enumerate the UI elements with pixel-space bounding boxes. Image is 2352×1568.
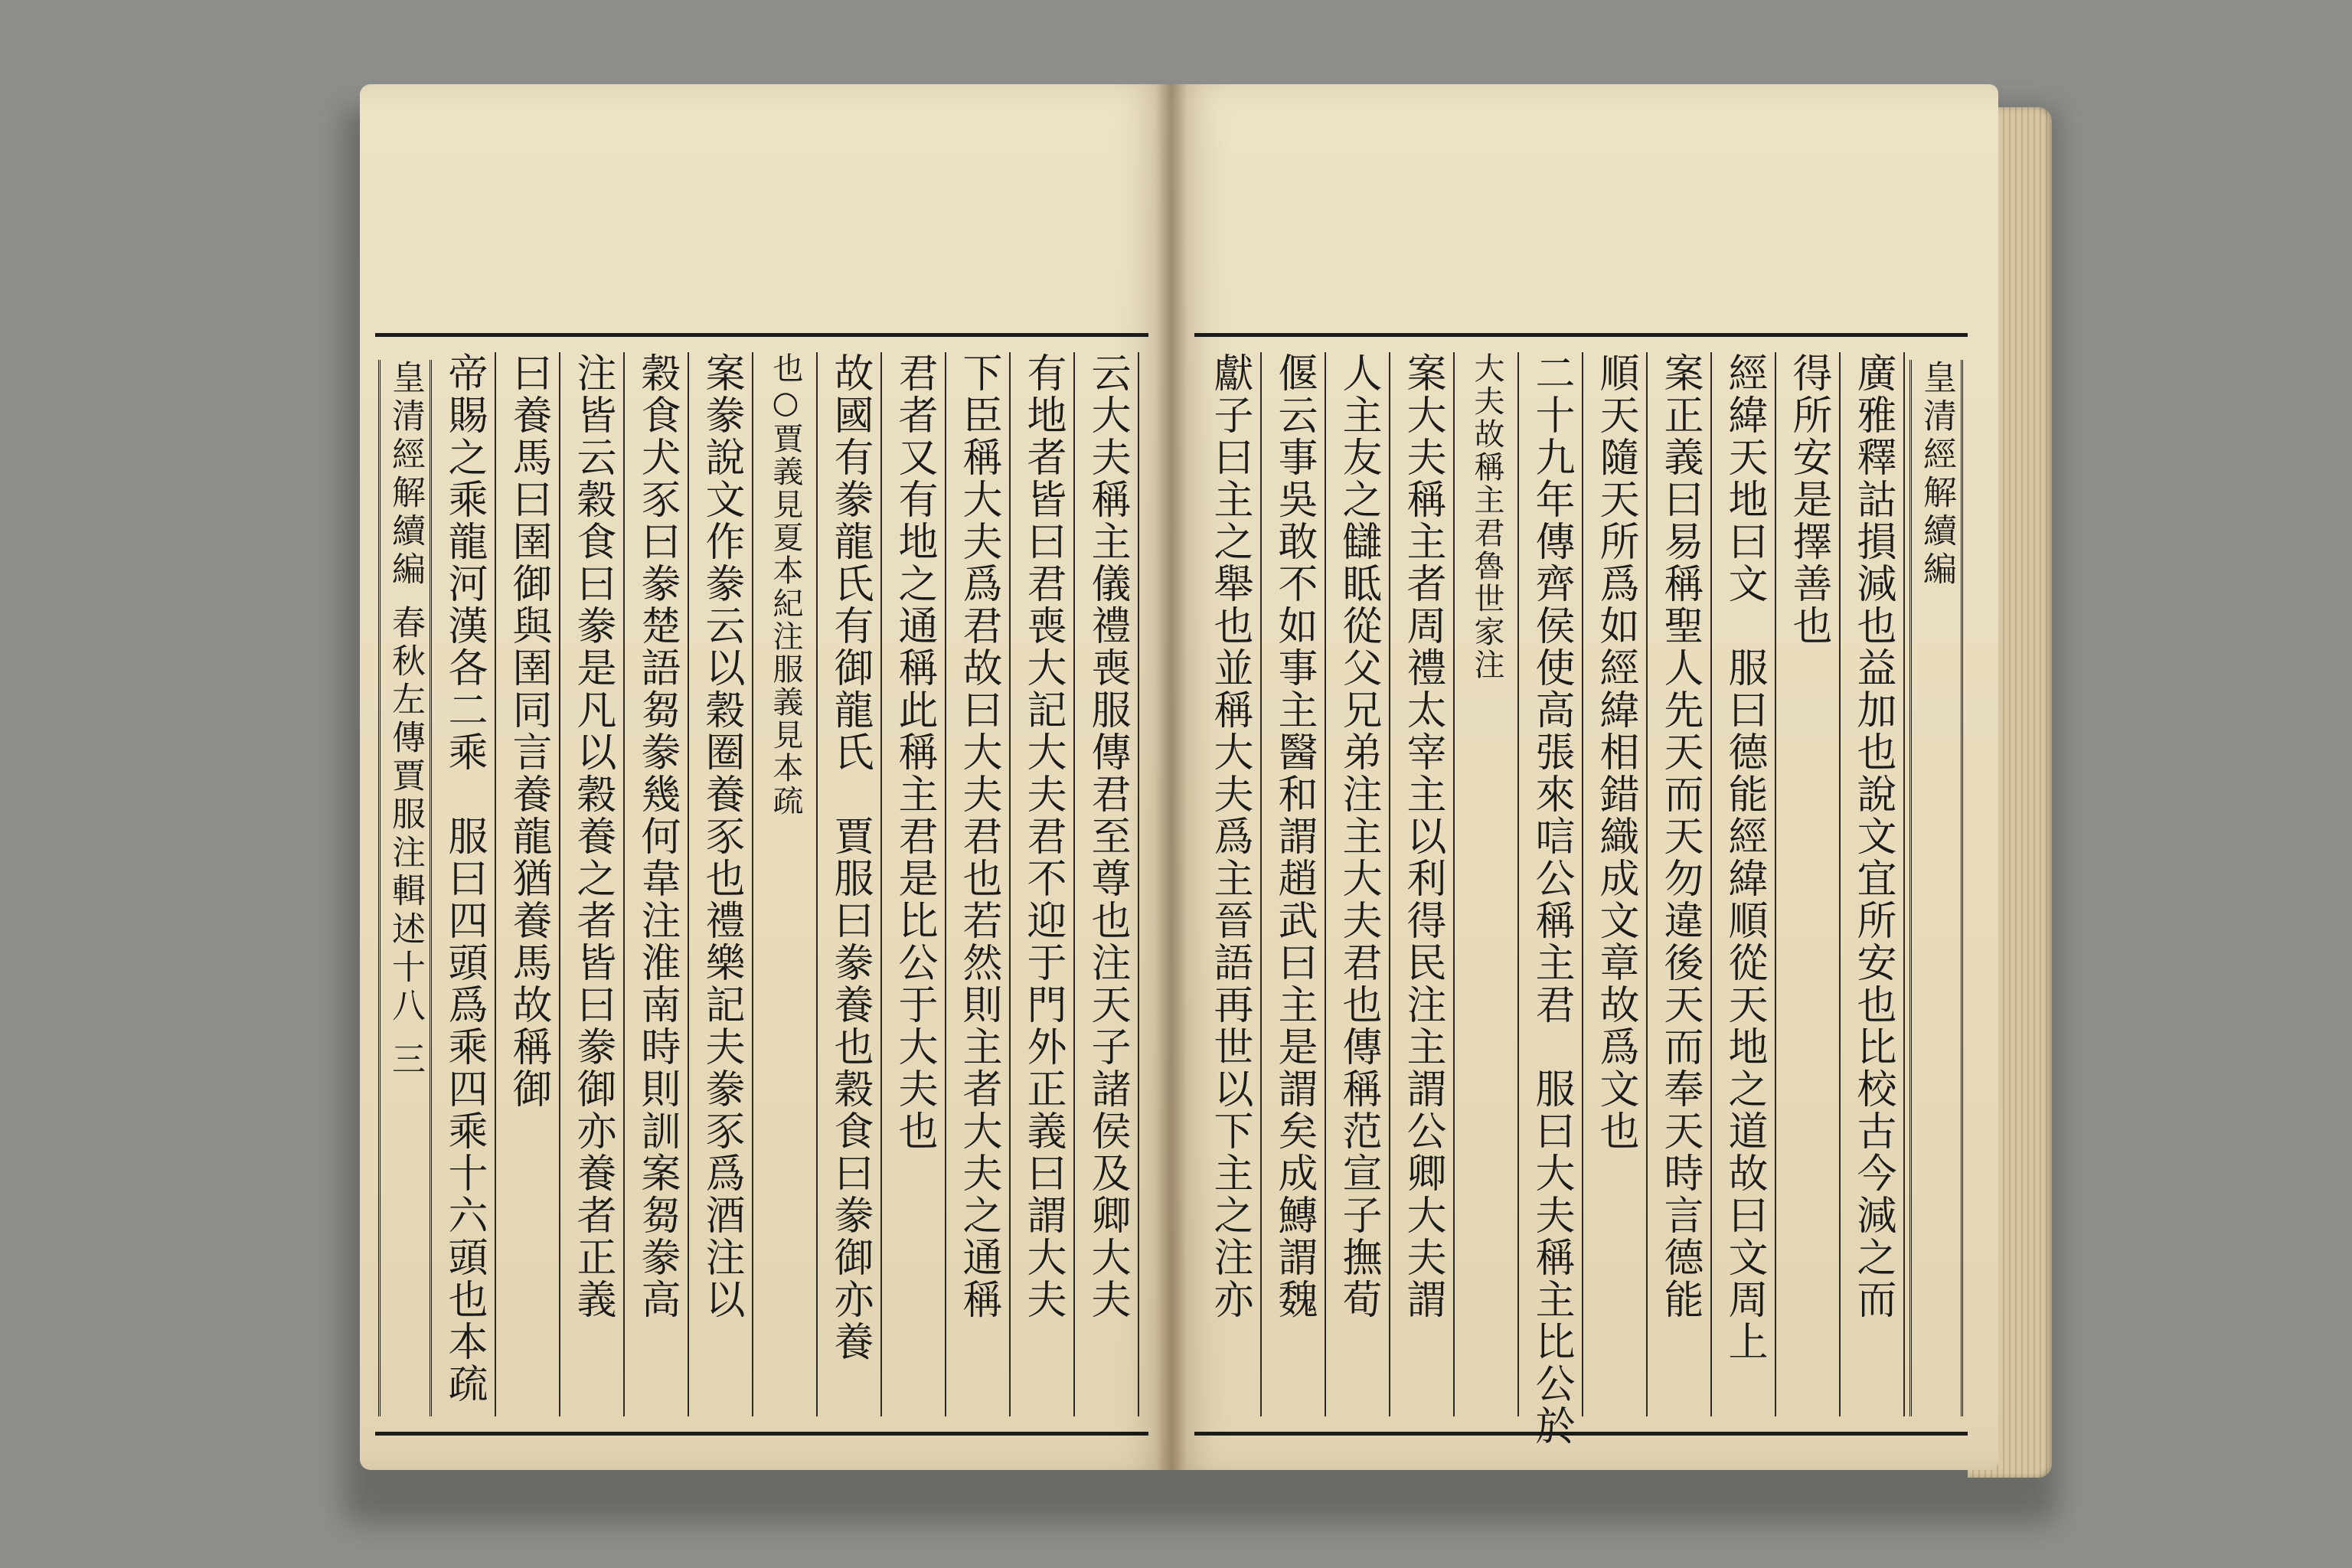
text-column: 曰養馬曰圉御與圉同言養龍猶養馬故稱御 xyxy=(498,352,560,1416)
text-column: 穀食犬豕曰豢楚語芻豢幾何韋注淮南時則訓案芻豢高 xyxy=(626,352,689,1416)
text-column: 君者又有地之通稱此稱主君是比公于大夫也 xyxy=(884,352,946,1416)
text-column: 案大夫稱主者周禮太宰主以利得民注主謂公卿大夫謂 xyxy=(1392,352,1455,1416)
text-column: 案正義曰易稱聖人先天而天勿違後天而奉天時言德能 xyxy=(1649,352,1712,1416)
left-folio: 三 xyxy=(386,1041,425,1080)
text-column: 故國有豢龍氏有御龍氏 賈服曰豢養也穀食曰豢御亦養 xyxy=(819,352,882,1416)
left-page xyxy=(360,84,1171,1470)
left-page-frame xyxy=(375,333,1148,1436)
text-column: 大夫故稱主君魯世家注 xyxy=(1456,352,1519,1416)
text-column: 有地者皆曰君喪大記大夫君不迎于門外正義曰謂大夫 xyxy=(1012,352,1075,1416)
left-chapter-title: 春秋左傳賈服注輯述十八 xyxy=(386,605,425,1026)
left-page-margin-column xyxy=(378,360,432,1416)
text-column: 帝賜之乘龍河漢各二乘 服曰四頭爲乘四乘十六頭也本疏 xyxy=(433,352,496,1416)
text-column: 廣雅釋詁損減也益加也說文宜所安也比校古今減之而 xyxy=(1842,352,1905,1416)
right-page-margin-column xyxy=(1909,360,1963,1416)
text-column: 二十九年傳齊侯使高張來唁公稱主君 服曰大夫稱主比公於 xyxy=(1521,352,1583,1416)
text-column: 經緯天地曰文 服曰德能經緯順從天地之道故曰文周上 xyxy=(1713,352,1776,1416)
text-column: 獻子曰主之舉也並稱大夫爲主晉語再世以下主之注亦 xyxy=(1199,352,1262,1416)
text-column: 人主友之讎眡從父兄弟注主大夫君也傳稱范宣子撫荀 xyxy=(1328,352,1390,1416)
text-column: 也○賈義見夏本紀注服義見本疏 xyxy=(755,352,818,1416)
text-column: 案豢說文作豢云以穀圈養豕也禮樂記夫豢豕爲酒注以 xyxy=(691,352,753,1416)
text-column: 偃云事吳敢不如事主醫和謂趙武曰主是謂矣成鱄謂魏 xyxy=(1263,352,1326,1416)
book-gutter xyxy=(1156,84,1187,1470)
left-running-title: 皇清經解續編 xyxy=(386,360,425,590)
text-column: 下臣稱大夫爲君故曰大夫君也若然則主者大夫之通稱 xyxy=(948,352,1011,1416)
right-page-frame xyxy=(1194,333,1968,1447)
right-running-title: 皇清經解續編 xyxy=(1917,360,1956,590)
text-column: 順天隨天所爲如經緯相錯織成文章故爲文也 xyxy=(1585,352,1648,1416)
text-column: 注皆云穀食曰豢是凡以穀養之者皆曰豢御亦養者正義 xyxy=(562,352,625,1416)
text-column: 云大夫稱主儀禮喪服傳君至尊也注天子諸侯及卿大夫 xyxy=(1076,352,1139,1416)
open-book xyxy=(360,84,2044,1485)
text-column: 得所安是擇善也 xyxy=(1778,352,1841,1416)
right-page xyxy=(1171,84,1998,1470)
